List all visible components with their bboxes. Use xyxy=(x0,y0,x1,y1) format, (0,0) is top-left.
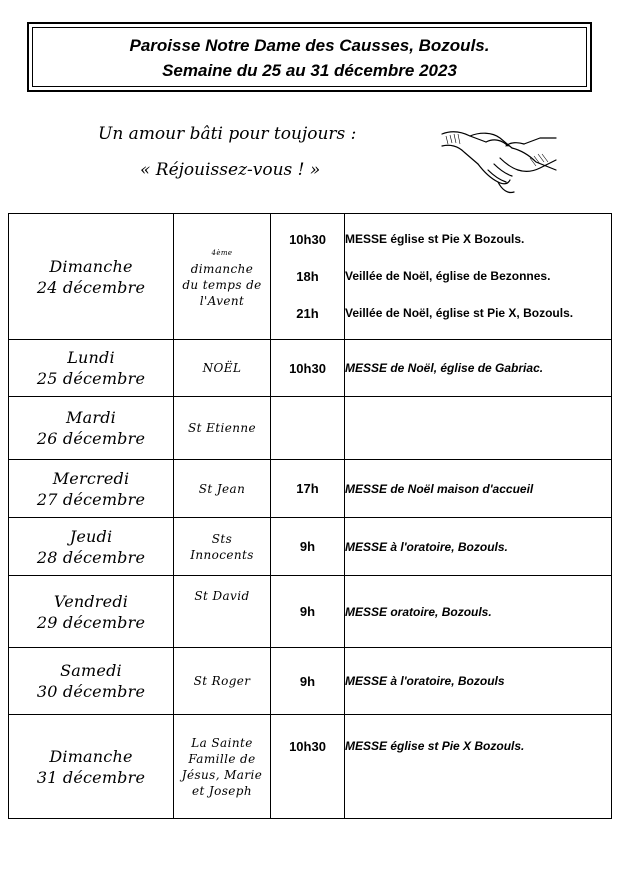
table-row xyxy=(9,214,612,340)
saint-line: St David xyxy=(194,589,250,603)
day-name: Dimanche xyxy=(49,746,133,766)
day-cell xyxy=(9,648,174,715)
event-cell xyxy=(345,715,612,819)
event-text: MESSE de Noël, église de Gabriac. xyxy=(345,361,544,375)
day-name: Vendredi xyxy=(53,591,129,611)
time-cell xyxy=(271,576,345,648)
table-row xyxy=(9,576,612,648)
table-row xyxy=(9,460,612,518)
time-value: 21h xyxy=(296,306,319,321)
time-cell xyxy=(271,648,345,715)
time-cell xyxy=(271,340,345,397)
time-cell xyxy=(271,397,345,460)
day-cell xyxy=(9,214,174,340)
time-value: 18h xyxy=(296,269,319,284)
event-text: MESSE église st Pie X Bozouls. xyxy=(345,739,525,753)
event-cell xyxy=(345,214,612,340)
time-value: 10h30 xyxy=(289,360,326,376)
day-name: Lundi xyxy=(67,348,115,367)
day-name: Mardi xyxy=(66,408,116,427)
day-cell xyxy=(9,340,174,397)
time-cell xyxy=(271,460,345,518)
event-text: MESSE à l'oratoire, Bozouls. xyxy=(345,539,508,554)
day-name: Dimanche xyxy=(49,256,133,276)
day-date: 27 décembre xyxy=(36,489,146,509)
event-text: Veillée de Noël, église st Pie X, Bozouls. xyxy=(345,306,574,320)
day-date: 28 décembre xyxy=(36,547,146,567)
day-name: Samedi xyxy=(60,661,122,680)
table-row xyxy=(9,518,612,576)
saint-line: St Jean xyxy=(198,481,246,496)
day-date: 26 décembre xyxy=(36,429,146,448)
event-cell xyxy=(345,518,612,576)
time-value: 10h30 xyxy=(289,739,326,754)
saint-cell xyxy=(174,214,271,340)
time-value: 9h xyxy=(299,539,316,554)
saint-cell xyxy=(174,715,271,819)
saint-cell xyxy=(174,340,271,397)
event-text: MESSE église st Pie X Bozouls. xyxy=(345,232,525,246)
saint-line: Famille de xyxy=(188,751,256,766)
saint-line: 4ème xyxy=(211,248,233,257)
saint-cell xyxy=(174,397,271,460)
time-value: 9h xyxy=(299,673,316,689)
saint-line: Innocents xyxy=(190,547,254,562)
day-date: 29 décembre xyxy=(36,612,146,632)
theme-line-2: « Réjouissez-vous ! » xyxy=(140,160,321,180)
time-cell xyxy=(271,518,345,576)
day-date: 31 décembre xyxy=(36,767,146,787)
parish-title: Paroisse Notre Dame des Causses, Bozouls. xyxy=(129,36,490,55)
day-date: 24 décembre xyxy=(36,277,146,297)
day-date: 25 décembre xyxy=(36,369,146,388)
event-cell xyxy=(345,576,612,648)
schedule-table xyxy=(8,213,612,819)
table-row xyxy=(9,340,612,397)
time-cell xyxy=(271,715,345,819)
day-name: Jeudi xyxy=(69,526,113,546)
day-cell xyxy=(9,715,174,819)
saint-line: Sts xyxy=(211,531,233,546)
day-name: Mercredi xyxy=(52,468,130,488)
table-row xyxy=(9,715,612,819)
saint-line: et Joseph xyxy=(191,783,253,798)
day-cell xyxy=(9,397,174,460)
event-text: Veillée de Noël, église de Bezonnes. xyxy=(345,269,551,283)
saint-line: La Sainte xyxy=(191,735,253,750)
saint-line: St Roger xyxy=(193,674,251,688)
day-cell xyxy=(9,460,174,518)
day-cell xyxy=(9,576,174,648)
event-text: MESSE à l'oratoire, Bozouls xyxy=(345,674,505,688)
time-cell xyxy=(271,214,345,340)
time-value: 17h xyxy=(296,481,319,496)
saint-line: St Etienne xyxy=(188,421,256,435)
event-cell xyxy=(345,460,612,518)
saint-line: NOËL xyxy=(202,361,242,375)
table-row xyxy=(9,397,612,460)
event-text: MESSE oratoire, Bozouls. xyxy=(345,604,492,619)
saint-cell xyxy=(174,518,271,576)
handshake-icon xyxy=(440,118,558,198)
table-row xyxy=(9,648,612,715)
time-value: 9h xyxy=(299,604,316,619)
saint-line: dimanche xyxy=(190,261,254,276)
event-cell xyxy=(345,340,612,397)
saint-cell xyxy=(174,648,271,715)
saint-cell xyxy=(174,576,271,648)
event-cell xyxy=(345,648,612,715)
week-title: Semaine du 25 au 31 décembre 2023 xyxy=(162,61,457,80)
saint-line: l'Avent xyxy=(199,293,245,308)
saint-line: du temps de xyxy=(182,277,262,292)
day-date: 30 décembre xyxy=(36,682,146,701)
saint-cell xyxy=(174,460,271,518)
event-text: MESSE de Noël maison d'accueil xyxy=(345,481,534,496)
time-value: 10h30 xyxy=(289,232,326,247)
title-box xyxy=(27,22,592,92)
theme-line-1: Un amour bâti pour toujours : xyxy=(98,124,357,144)
saint-line: Jésus, Marie xyxy=(181,767,263,782)
event-cell xyxy=(345,397,612,460)
day-cell xyxy=(9,518,174,576)
